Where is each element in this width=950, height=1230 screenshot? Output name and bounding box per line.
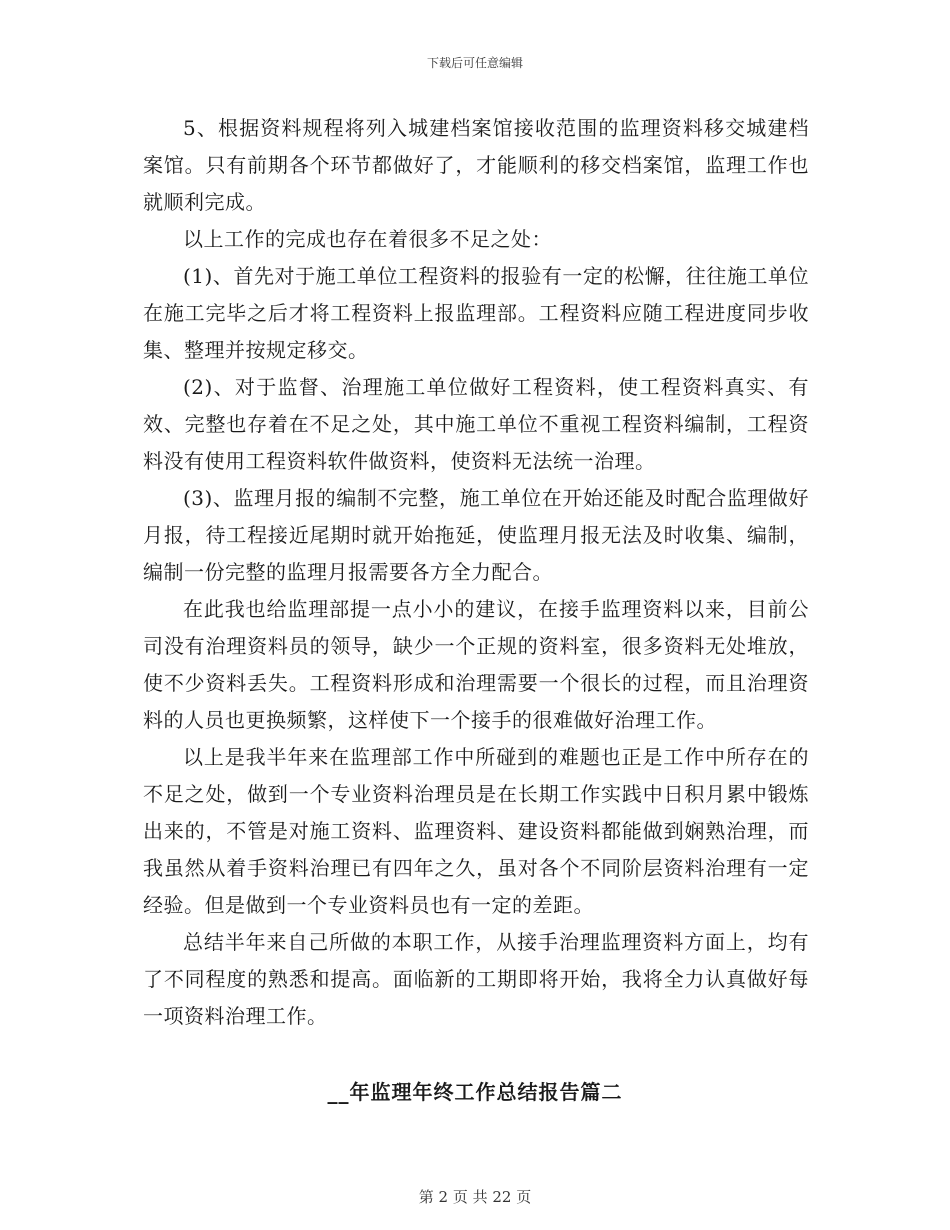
paragraph: (3)、监理月报的编制不完整，施工单位在开始还能及时配合监理做好月报，待工程接近尾期时就开始拖延，使监理月报无法及时收集、编制，编制一份完整的监理月报需要各方全力配合。 bbox=[143, 486, 809, 584]
paragraph: 在此我也给监理部提一点小小的建议，在接手监理资料以来，目前公司没有治理资料员的领导，缺少一个正规的资料室，很多资料无处堆放，使不少资料丢失。工程资料形成和治理需要一个很长的过程，而且治理资料的人员也更换频繁，这样使下一个接手的很难做好治理工作。 bbox=[143, 597, 809, 732]
section-title: __年监理年终工作总结报告篇二 bbox=[327, 1080, 623, 1104]
paragraph: 5、根据资料规程将列入城建档案馆接收范围的监理资料移交城建档案馆。只有前期各个环节都做好了，才能顺利的移交档案馆，监理工作也就顺利完成。 bbox=[143, 116, 809, 214]
body-text bbox=[143, 110, 809, 1035]
paragraph: 总结半年来自己所做的本职工作，从接手治理监理资料方面上，均有了不同程度的熟悉和提高。面临新的工期即将开始，我将全力认真做好每一项资料治理工作。 bbox=[143, 930, 809, 1028]
paragraph: (1)、首先对于施工单位工程资料的报验有一定的松懈，往往施工单位在施工完毕之后才将工程资料上报监理部。工程资料应随工程进度同步收集、整理并按规定移交。 bbox=[143, 264, 809, 362]
paragraph: 以上工作的完成也存在着很多不足之处： bbox=[183, 227, 552, 251]
page-footer: 第 2 页 共 22 页 bbox=[418, 1188, 532, 1206]
paragraph: 以上是我半年来在监理部工作中所碰到的难题也正是工作中所存在的不足之处，做到一个专业资料治理员是在长期工作实践中日积月累中锻炼出来的，不管是对施工资料、监理资料、建设资料都能做到娴熟治理，而我虽然从着手资料治理已有四年之久，虽对各个不同阶层资料治理有一定经验。但是做到一个专业资料员也有一定的差距。 bbox=[143, 745, 809, 917]
page-header: 下载后可任意编辑 bbox=[426, 56, 523, 70]
paragraph: (2)、对于监督、治理施工单位做好工程资料，使工程资料真实、有效、完整也存着在不足之处，其中施工单位不重视工程资料编制，工程资料没有使用工程资料软件做资料，使资料无法统一治理。 bbox=[143, 375, 809, 473]
